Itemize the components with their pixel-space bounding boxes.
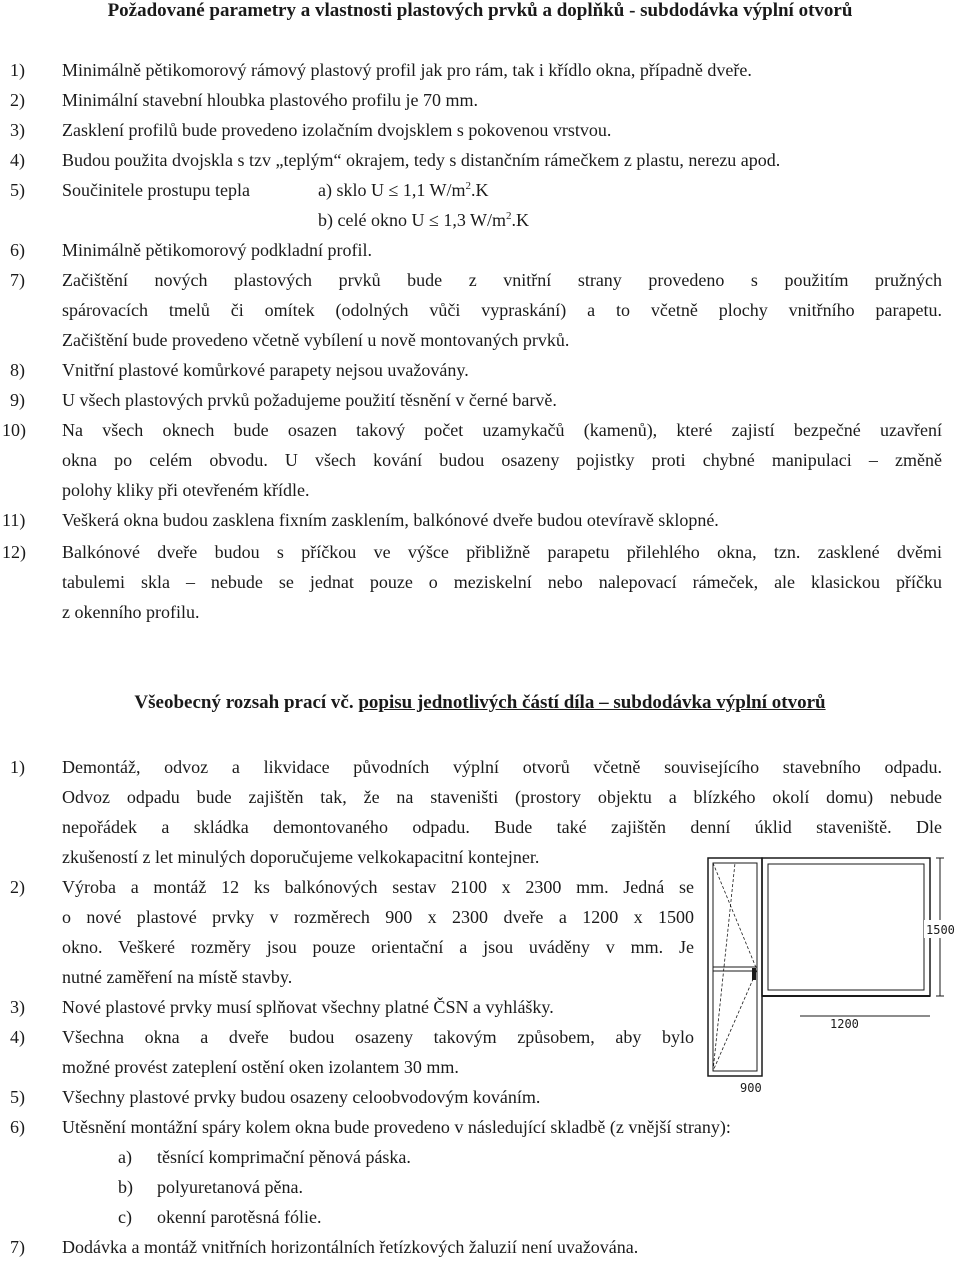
item-text: Minimální stavební hloubka plastového profilu je 70 mm. xyxy=(62,90,478,110)
item-text: Součinitele prostupu tepla xyxy=(62,180,250,200)
item-number: 3) xyxy=(10,997,25,1017)
item-number: 2) xyxy=(10,877,25,897)
item-text-line: Začištění bude provedeno včetně vybílení u nově montovaných prvků. xyxy=(62,330,570,350)
door-width-label: 900 xyxy=(740,1081,762,1095)
item-text-line: zkušeností z let minulých doporučujeme velkokapacitní kontejner. xyxy=(62,847,540,867)
item-text-line: Začištění nových plastových prvků bude z vnitřní strany provedeno s použitím pružných xyxy=(62,270,942,290)
item-text: Vnitřní plastové komůrkové parapety nejsou uvažovány. xyxy=(62,360,469,380)
item-text: Dodávka a montáž vnitřních horizontálních řetízkových žaluzií není uvažována. xyxy=(62,1237,639,1257)
window-frame xyxy=(762,858,930,996)
item-number: 11) xyxy=(2,510,26,530)
item-number: 6) xyxy=(10,1117,25,1137)
section-2-title-part2: popisu jednotlivých částí díla – subdodávka výplní otvorů xyxy=(358,692,826,713)
item-text-line: Odvoz odpadu bude zajištěn tak, že na staveništi (prostory objektu a blízkého okolí domu) nebude xyxy=(62,787,942,807)
item-text-line: Na všech oknech bude osazen takový počet uzamykačů (kamenů), které zajistí bezpečné uzavření xyxy=(62,420,942,440)
item-text-line: o nové plastové prvky v rozměrech 900 x 2300 dveře a 1200 x 1500 xyxy=(62,907,694,927)
u-suffix: .K xyxy=(511,210,530,230)
item-text-line: Výroba a montáž 12 ks balkónových sestav 2100 x 2300 mm. Jedná se xyxy=(62,877,694,897)
item-number: 8) xyxy=(10,360,25,380)
item-number: 1) xyxy=(10,757,25,777)
sub-item-label: b) xyxy=(118,1177,133,1197)
section-2-title-part1: Všeobecný rozsah prací vč. xyxy=(134,692,359,713)
item-number: 4) xyxy=(10,1027,25,1047)
u-label: a) sklo U xyxy=(318,180,389,200)
section-1-title: Požadované parametry a vlastnosti plastových prvků a doplňků - subdodávka výplní otvorů xyxy=(107,0,853,21)
item-text-line: okna po celém obvodu. U všech kování budou osazeny pojistky proti chybné manipulaci – změně xyxy=(62,450,942,470)
item-text-line: spárovacích tmelů či omítek (odolných vůči vypraskání) a to včetně plochy vnitřního parapetu. xyxy=(62,300,942,320)
item-text: Budou použita dvojskla s tzv „teplým“ okrajem, tedy s distančním rámečkem z plastu, nerezu apod. xyxy=(62,150,781,170)
door-handle xyxy=(752,968,756,980)
item-number: 9) xyxy=(10,390,25,410)
item-number: 7) xyxy=(10,1237,25,1257)
item-number: 5) xyxy=(10,1087,25,1107)
item-text: Všechny plastové prvky budou osazeny celoobvodovým kováním. xyxy=(62,1087,541,1107)
section-2-title xyxy=(0,692,960,714)
item-number: 10) xyxy=(2,420,26,440)
sub-item-label: c) xyxy=(118,1207,132,1227)
balcony-set-drawing xyxy=(700,850,960,1100)
sub-item-text: okenní parotěsná fólie. xyxy=(157,1207,322,1227)
item-text-line: polohy kliky při otevřeném křídle. xyxy=(62,480,310,500)
u-value-window xyxy=(318,205,529,235)
item-number: 2) xyxy=(10,90,25,110)
u-value: ≤ 1,3 W/m xyxy=(428,210,507,230)
item-text-line: tabulemi skla – nebude se jednat pouze o meziskelní nebo nalepovací rámeček, ale klasickou příčku xyxy=(62,572,942,592)
u-label: b) celé okno U xyxy=(318,210,429,230)
item-number: 4) xyxy=(10,150,25,170)
u-sup: 2 xyxy=(465,180,472,192)
item-text-line: nepořádek a skládka demontovaného odpadu. Bude také zajištěn denní úklid staveniště. Dle xyxy=(62,817,942,837)
u-value-glass xyxy=(318,175,489,205)
item-text-line: Balkónové dveře budou s příčkou ve výšce přibližně parapetu přilehlého okna, tzn. zasklené dvěmi xyxy=(62,542,942,562)
item-text-line: Demontáž, odvoz a likvidace původních výplní otvorů včetně souvisejícího stavebního odpadu. xyxy=(62,757,942,777)
sub-item-text: polyuretanová pěna. xyxy=(157,1177,303,1197)
item-text: Utěsnění montážní spáry kolem okna bude provedeno v následující skladbě (z vnější strany): xyxy=(62,1117,731,1137)
item-number: 5) xyxy=(10,180,25,200)
item-text: Nové plastové prvky musí splňovat všechny platné ČSN a vyhlášky. xyxy=(62,997,554,1017)
item-number: 6) xyxy=(10,240,25,260)
item-text-line: z okenního profilu. xyxy=(62,602,200,622)
item-text-line: Všechna okna a dveře budou osazeny takovým způsobem, aby bylo xyxy=(62,1027,694,1047)
u-suffix: .K xyxy=(471,180,489,200)
item-text-line: možné provést zateplení ostění oken izolantem 30 mm. xyxy=(62,1057,459,1077)
window-glass xyxy=(768,864,924,990)
u-value: ≤ 1,1 W/m xyxy=(388,180,466,200)
item-text: U všech plastových prvků požadujeme použití těsnění v černé barvě. xyxy=(62,390,557,410)
sub-item-text: těsnící komprimační pěnová páska. xyxy=(157,1147,411,1167)
item-number: 7) xyxy=(10,270,25,290)
item-number: 3) xyxy=(10,120,25,140)
item-text: Veškerá okna budou zasklena fixním zasklením, balkónové dveře budou otevíravě sklopné. xyxy=(62,510,719,530)
item-number: 1) xyxy=(10,60,25,80)
height-dimension-label: 1500 xyxy=(926,923,955,937)
u-sup: 2 xyxy=(506,210,512,222)
sub-item-label: a) xyxy=(118,1147,132,1167)
item-number: 12) xyxy=(2,542,26,562)
item-text-line: nutné zaměření na místě stavby. xyxy=(62,967,293,987)
item-text: Minimálně pětikomorový podkladní profil. xyxy=(62,240,372,260)
item-text: Zasklení profilů bude provedeno izolačním dvojsklem s pokovenou vrstvou. xyxy=(62,120,612,140)
item-text: Minimálně pětikomorový rámový plastový profil jak pro rám, tak i křídlo okna, případně dveře. xyxy=(62,60,752,80)
window-width-label: 1200 xyxy=(830,1017,859,1031)
item-text-line: okno. Veškeré rozměry jsou pouze orientační a jsou uváděny v mm. Je xyxy=(62,937,694,957)
